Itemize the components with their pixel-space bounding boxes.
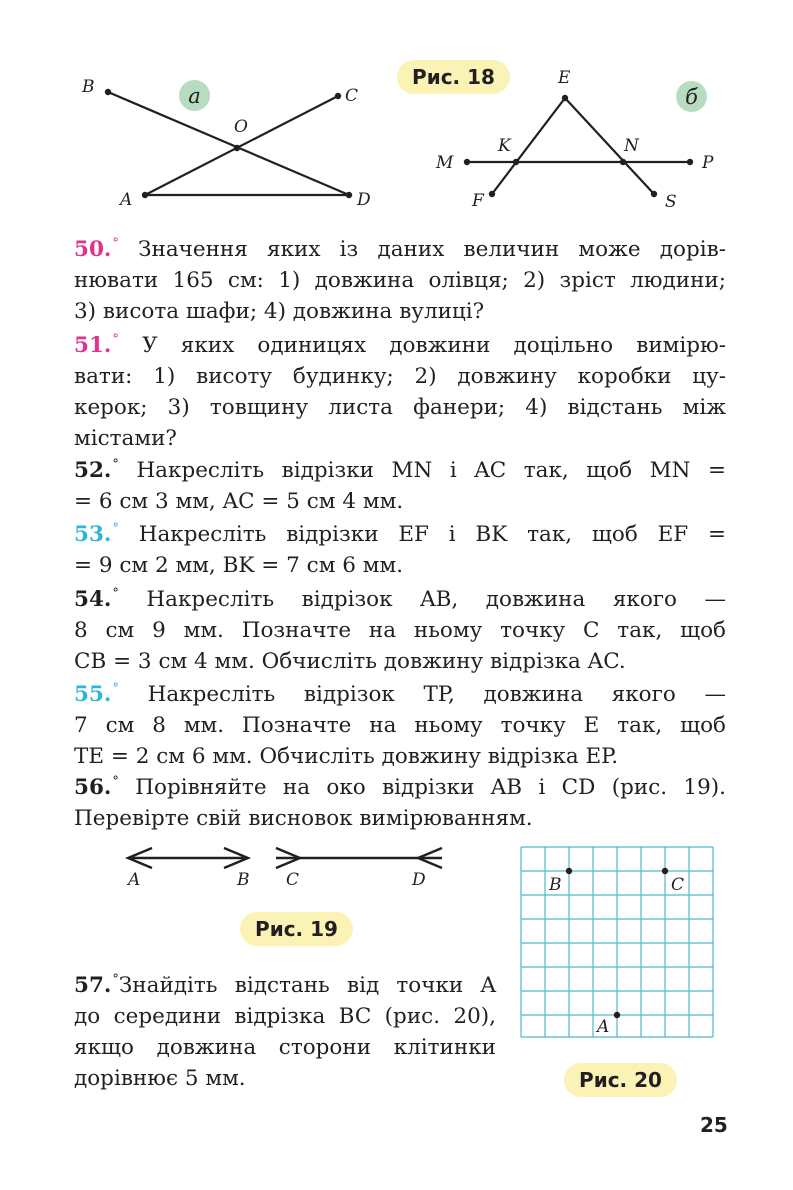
point-B <box>566 868 572 874</box>
figure-18a <box>108 92 349 195</box>
task-text: Значення яких із даних величин може дорів- <box>138 237 726 262</box>
task-text: Накресліть відрізок AB, довжина якого — <box>146 587 726 612</box>
label-S: S <box>665 192 677 212</box>
task-line: CB = 3 см 4 мм. Обчисліть довжину відрізка AC. <box>74 649 626 674</box>
task-marker: ° <box>112 521 119 536</box>
task-marker: ° <box>112 332 119 347</box>
point-A <box>614 1012 620 1018</box>
point-M <box>464 159 470 165</box>
task-number: 53. <box>74 522 112 547</box>
task-line: якщо довжина сторони клітинки <box>74 1035 496 1060</box>
figure-18b-badge: б <box>676 81 707 112</box>
task-line: TE = 2 см 6 мм. Обчисліть довжину відрізка EP. <box>74 744 619 769</box>
label-D: D <box>357 190 371 210</box>
task-marker: ° <box>112 236 119 251</box>
task-text: Знайдіть відстань від точки A <box>118 973 496 998</box>
figure-19 <box>110 840 470 900</box>
label-M: M <box>436 153 454 173</box>
label-K: K <box>498 136 511 156</box>
task-line: нювати 165 см: 1) довжина олівця; 2) зріст людини; <box>74 268 726 293</box>
task-text: Накресліть відрізок TP, довжина якого — <box>147 682 726 707</box>
label-C: C <box>286 870 300 890</box>
task-50 <box>74 228 726 327</box>
task-line: дорівнює 5 мм. <box>74 1066 246 1091</box>
point-A <box>142 192 148 198</box>
task-line: 7 см 8 мм. Позначте на ньому точку E так, щоб <box>74 713 726 738</box>
task-line: = 6 см 3 мм, AC = 5 см 4 мм. <box>74 489 404 514</box>
task-51 <box>74 324 726 454</box>
task-number: 56. <box>74 775 112 800</box>
task-55 <box>74 673 726 772</box>
label-E: E <box>558 68 571 88</box>
figure-20-caption: Рис. 20 <box>564 1063 677 1097</box>
segment-ES <box>565 98 654 194</box>
label-A: A <box>128 870 141 890</box>
label-A: A <box>120 190 133 210</box>
point-P <box>687 159 693 165</box>
label-N: N <box>624 136 639 156</box>
point-F <box>489 191 495 197</box>
page-number: 25 <box>700 1113 728 1137</box>
task-54 <box>74 578 726 677</box>
label-A: A <box>597 1017 610 1037</box>
task-line <box>74 578 726 615</box>
label-P: P <box>702 153 714 173</box>
task-number: 54. <box>74 587 112 612</box>
task-number: 50. <box>74 237 112 262</box>
label-C: C <box>671 875 685 895</box>
task-number: 52. <box>74 458 112 483</box>
point-O <box>234 145 240 151</box>
point-N <box>620 159 626 165</box>
task-53 <box>74 513 726 581</box>
figure-18a-badge: а <box>179 80 210 111</box>
task-marker: ° <box>112 586 119 601</box>
label-B: B <box>82 77 95 97</box>
point-B <box>105 89 111 95</box>
task-line: вати: 1) висоту будинку; 2) довжину коробки цу- <box>74 364 726 389</box>
figure-18 <box>0 0 793 225</box>
task-text: Порівняйте на око відрізки AB і CD (рис. 19). <box>135 775 726 800</box>
label-C: C <box>345 86 359 106</box>
task-line <box>74 449 726 486</box>
label-F: F <box>472 191 484 211</box>
task-line: 3) висота шафи; 4) довжина вулиці? <box>74 299 485 324</box>
task-line: містами? <box>74 426 177 451</box>
figure-19-caption: Рис. 19 <box>240 912 353 946</box>
task-number: 51. <box>74 333 112 358</box>
task-number: 57. <box>74 973 112 998</box>
task-marker: ° <box>112 681 119 696</box>
task-marker: ° <box>112 774 119 789</box>
task-line: Перевірте свій висновок вимірюванням. <box>74 806 533 831</box>
figure-18-caption: Рис. 18 <box>397 60 510 94</box>
task-57 <box>74 964 496 1094</box>
task-text: У яких одиницях довжини доцільно вимірю- <box>142 333 726 358</box>
task-line <box>74 228 726 265</box>
point-K <box>513 159 519 165</box>
figure-20 <box>519 845 719 1040</box>
task-marker: ° <box>112 457 119 472</box>
point-E <box>562 95 568 101</box>
label-B: B <box>549 875 562 895</box>
point-S <box>651 191 657 197</box>
task-line <box>74 964 496 1001</box>
task-marker: ° <box>112 972 119 987</box>
task-line: керок; 3) товщину листа фанери; 4) відстань між <box>74 395 726 420</box>
task-line: до середини відрізка BC (рис. 20), <box>74 1004 496 1029</box>
task-56 <box>74 766 726 834</box>
segment-AC <box>145 96 338 195</box>
task-line: 8 см 9 мм. Позначте на ньому точку C так, щоб <box>74 618 726 643</box>
task-line <box>74 766 726 803</box>
task-line <box>74 513 726 550</box>
point-C <box>662 868 668 874</box>
point-D <box>346 192 352 198</box>
task-number: 55. <box>74 682 112 707</box>
task-52 <box>74 449 726 517</box>
label-D: D <box>412 870 426 890</box>
task-line: = 9 см 2 мм, BK = 7 см 6 мм. <box>74 553 404 578</box>
task-line <box>74 673 726 710</box>
point-C <box>335 93 341 99</box>
label-O: O <box>234 117 248 137</box>
task-text: Накресліть відрізки MN і AC так, щоб MN = <box>136 458 726 483</box>
segment-BD <box>108 92 349 195</box>
task-text: Накресліть відрізки EF і BK так, щоб EF = <box>138 522 726 547</box>
task-line <box>74 324 726 361</box>
label-B: B <box>237 870 250 890</box>
